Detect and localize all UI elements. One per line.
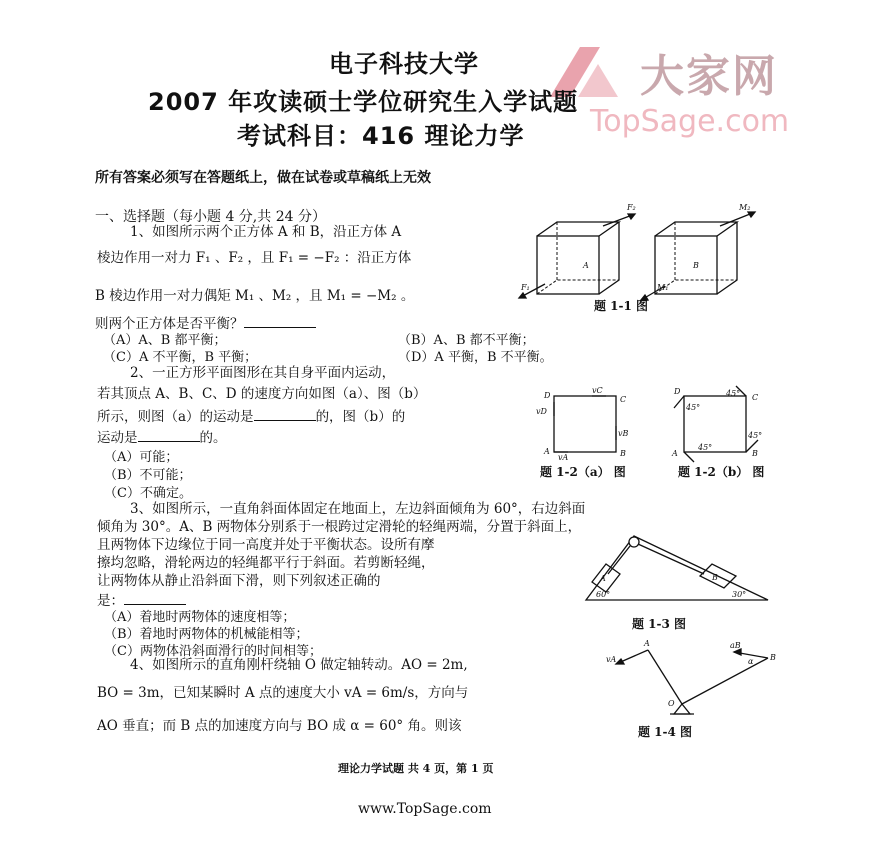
- square-a: [554, 396, 616, 452]
- q1-line-2: 棱边作用一对力 F₁ 、F₂ ，且 F₁ = −F₂ ：沿正方体: [97, 250, 412, 266]
- q2-line-4-start: 运动是: [97, 430, 138, 446]
- label-30: 30°: [732, 590, 747, 599]
- q2-line-3-end: 的，图（b）的: [315, 409, 406, 425]
- exam-subject: 考试科目：416 理论力学: [237, 122, 525, 150]
- angle-d: 45°: [686, 403, 701, 412]
- cube-b-side: [717, 222, 737, 294]
- label-va: vA: [558, 453, 569, 462]
- section-heading: 一、选择题（每小题 4 分,共 24 分）: [95, 209, 326, 225]
- label-f1: F₁: [521, 283, 530, 292]
- q2-figure-a: [536, 388, 636, 460]
- q3-line-1: 3、如图所示，一直角斜面体固定在地面上，左边斜面倾角为 60°，右边斜面: [130, 501, 586, 517]
- label-d: D: [674, 387, 681, 396]
- label-b: B: [712, 573, 718, 582]
- q3-caption: 题 1-3 图: [632, 617, 687, 631]
- q1-option-d: （D）A 平衡，B 不平衡。: [398, 350, 553, 365]
- label-b: B: [752, 449, 758, 458]
- pin-o: [674, 704, 690, 714]
- q2-option-b: （B）不可能；: [104, 468, 192, 483]
- q4-line-1: 4、如图所示的直角刚杆绕轴 O 做定轴转动。AO = 2m,: [130, 657, 468, 673]
- rope-right: [638, 544, 704, 574]
- label-m1: M₁: [657, 283, 669, 292]
- exam-title: 2007 年攻读硕士学位研究生入学试题: [148, 88, 579, 116]
- label-c: C: [752, 393, 759, 402]
- q2-figure-b: [668, 388, 768, 460]
- q4-figure: [600, 640, 780, 720]
- q3-figure: [582, 530, 772, 605]
- label-a: A: [583, 261, 589, 270]
- label-a: A: [544, 447, 550, 456]
- label-a: A: [644, 639, 650, 648]
- q2-caption-b: 题 1-2（b） 图: [678, 465, 765, 479]
- cube-a-front: [537, 236, 599, 294]
- cube-a-side: [599, 222, 619, 294]
- q4-line-3: AO 垂直；而 B 点的加速度方向与 BO 成 α = 60° 角。则该: [97, 718, 462, 734]
- q3-option-a: （A）着地时两物体的速度相等；: [104, 610, 296, 625]
- exam-notice: 所有答案必须写在答题纸上，做在试卷或草稿纸上无效: [95, 170, 431, 186]
- rod-ao: [648, 650, 682, 704]
- q4-caption: 题 1-4 图: [638, 725, 693, 739]
- moment-m2-head: [748, 212, 755, 217]
- q2-line-1: 2、一正方形平面图形在其自身平面内运动，: [130, 365, 396, 381]
- q3-line-2: 倾角为 30°。A、B 两物体分别系于一根跨过定滑轮的轻绳两端，分置于斜面上，: [97, 519, 582, 535]
- q1-option-b: （B）A、B 都不平衡；: [398, 333, 535, 348]
- q2-line-2: 若其顶点 A、B、C、D 的速度方向如图（a）、图（b）: [97, 386, 427, 402]
- q1-option-c: （C）A 不平衡，B 平衡；: [103, 350, 258, 365]
- q3-line-4: 擦均忽略，滑轮两边的轻绳都平行于斜面。若剪断轻绳，: [97, 555, 435, 571]
- force-f1-head: [519, 293, 526, 298]
- q2-line-4: [97, 427, 227, 447]
- q1-line-1: 1、如图所示两个正方体 A 和 B，沿正方体 A: [130, 224, 402, 240]
- q1-line-3: B 棱边作用一对力偶矩 M₁ 、M₂ ，且 M₁ = −M₂ 。: [95, 288, 415, 304]
- cube-a-hidden: [537, 280, 619, 294]
- label-vb: vB: [618, 429, 629, 438]
- site-footer: www.TopSage.com: [358, 801, 492, 817]
- label-a: A: [600, 574, 606, 583]
- label-60: 60°: [596, 590, 611, 599]
- q1-question-text: 则两个正方体是否平衡？: [95, 316, 244, 332]
- label-b: B: [693, 261, 699, 270]
- va-head: [616, 659, 624, 664]
- q2-caption-a: 题 1-2（a） 图: [540, 465, 626, 479]
- q1-answer-blank: [244, 313, 316, 328]
- q2-option-a: （A）可能；: [104, 450, 179, 465]
- q2-line-3-start: 所示，则图（a）的运动是: [97, 409, 254, 425]
- label-d: D: [544, 391, 551, 400]
- q2-option-c: （C）不确定。: [104, 486, 192, 501]
- q2-line-4-end: 的。: [199, 430, 227, 446]
- q3-line-3: 且两物体下边缘位于同一高度并处于平衡状态。设所有摩: [97, 537, 435, 553]
- q3-answer-blank: [124, 590, 186, 605]
- watermark-site-text: TopSage.com: [590, 104, 790, 139]
- q2-blank-a: [254, 406, 316, 421]
- label-m2: M₂: [739, 203, 751, 212]
- pulley-icon: [629, 537, 639, 547]
- q4-line-2: BO = 3m，已知某瞬时 A 点的速度大小 vA = 6m/s，方向与: [97, 685, 469, 701]
- label-alpha: α: [748, 657, 754, 666]
- label-vd: vD: [536, 407, 547, 416]
- watermark-logo-text: 大家网: [640, 51, 778, 102]
- q3-option-c: （C）两物体沿斜面滑行的时间相等；: [104, 644, 322, 659]
- angle-c: 45°: [726, 389, 741, 398]
- vd-arrow: [674, 396, 684, 408]
- rod-bo: [682, 658, 768, 704]
- label-ab: aB: [730, 641, 741, 650]
- label-f2: F₂: [627, 203, 636, 212]
- label-a: A: [672, 449, 678, 458]
- university-name: 电子科技大学: [329, 50, 479, 78]
- rope-left: [608, 546, 630, 574]
- label-c: C: [620, 395, 627, 404]
- va-arrow: [684, 452, 694, 462]
- label-b: B: [770, 653, 776, 662]
- q1-figure: [515, 203, 765, 305]
- force-f2-head: [628, 214, 635, 219]
- q1-option-a: （A）A、B 都平衡；: [103, 333, 227, 348]
- label-b: B: [620, 449, 626, 458]
- block-a: [592, 564, 620, 592]
- q3-line-6-text: 是：: [97, 593, 124, 609]
- q2-blank-b: [138, 427, 200, 442]
- q2-line-3: [97, 406, 405, 426]
- label-vc: vC: [592, 386, 603, 395]
- label-va: vA: [606, 655, 617, 664]
- angle-a: 45°: [698, 443, 713, 452]
- q3-option-b: （B）着地时两物体的机械能相等；: [104, 627, 309, 642]
- q1-caption: 题 1-1 图: [594, 299, 649, 313]
- q3-line-5: 让两物体从静止沿斜面下滑，则下列叙述正确的: [97, 573, 381, 589]
- page-footer: 理论力学试题 共 4 页，第 1 页: [338, 762, 494, 775]
- label-o: O: [668, 699, 675, 708]
- angle-b: 45°: [748, 431, 763, 440]
